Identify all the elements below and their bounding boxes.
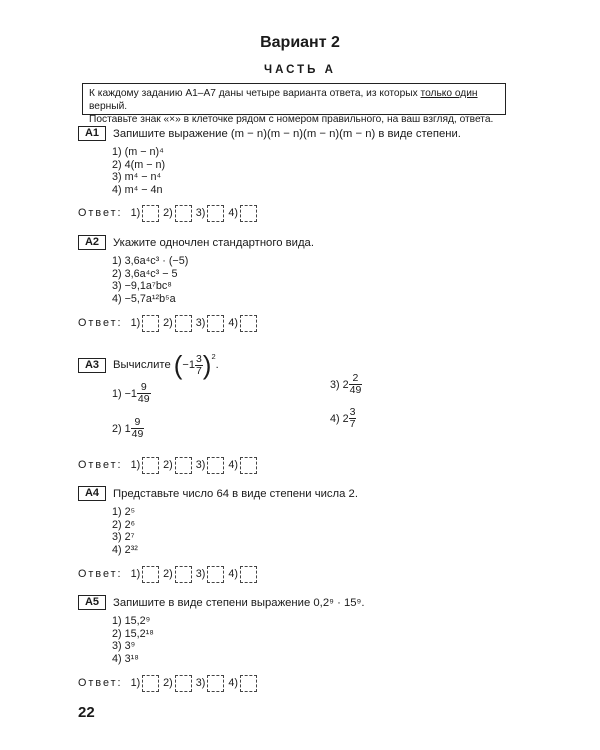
option (112, 417, 144, 440)
option: 4) 2³² (112, 543, 138, 556)
option-numerator: 2 (349, 373, 363, 385)
answer-checkbox-3[interactable] (207, 205, 224, 222)
task-a1 (78, 125, 518, 196)
answer-checkbox-1[interactable] (142, 457, 159, 474)
answer-option-label: 2) (163, 677, 173, 689)
expression: ( −1 $\frac{3}{7}$ ) $^2$ . (173, 350, 219, 380)
answer-checkbox-4[interactable] (240, 457, 257, 474)
option-denominator: 49 (137, 393, 150, 405)
option-numerator: 3 (349, 406, 356, 418)
option: 3) 3⁹ (112, 640, 136, 652)
answer-checkbox-3[interactable] (207, 675, 224, 692)
task-text: Запишите выражение (m − n)(m − n)(m − n)(m − n) в виде степени. (113, 127, 461, 140)
answer-row-a5 (78, 673, 261, 693)
option: 1) 15,2⁹ (112, 615, 151, 627)
instructions-line1-b: верный. (89, 101, 128, 112)
answer-option-label: 2) (163, 207, 173, 219)
answer-checkbox-1[interactable] (142, 315, 159, 332)
option: 1) 2⁵ (112, 506, 136, 518)
task-a2 (78, 234, 518, 305)
option-whole: 2 (342, 412, 349, 425)
answer-option-label: 3) (195, 568, 206, 580)
option: 3) m⁴ − n⁴ (112, 171, 162, 183)
option (330, 373, 362, 396)
answer-label: Ответ: (78, 459, 123, 471)
option-denominator: 49 (349, 384, 362, 396)
answer-option-label: 4) (228, 459, 238, 471)
option: 4) −5,7a¹²b⁵a (112, 292, 176, 305)
answer-checkbox-4[interactable] (240, 566, 257, 583)
option: 2) 15,2¹⁸ (112, 627, 154, 640)
task-number: А1 (78, 126, 106, 141)
answer-checkbox-4[interactable] (240, 205, 257, 222)
answer-option-label: 1) (130, 207, 141, 219)
answer-option-label: 1) (130, 568, 141, 580)
variant-title: Вариант 2 (260, 34, 340, 51)
answer-label: Ответ: (78, 207, 123, 219)
answer-option-label: 4) (228, 568, 238, 580)
expr-whole: −1 (182, 359, 195, 371)
answer-option-label: 3) (195, 207, 206, 219)
task-text: Представьте число 64 в виде степени числа 2. (113, 487, 358, 500)
option-whole: 2 (342, 378, 349, 391)
instructions-line2: Поставьте знак «×» в клеточке рядом с номером правильного, на ваш взгляд, ответа. (89, 114, 494, 125)
option: 2) 3,6a⁴c³ − 5 (112, 267, 178, 280)
task-a3 (78, 350, 518, 380)
task-number: А3 (78, 358, 106, 373)
answer-checkbox-2[interactable] (175, 675, 192, 692)
task-number: А2 (78, 235, 106, 250)
answer-checkbox-2[interactable] (175, 205, 192, 222)
task-text: Запишите в виде степени выражение 0,2⁹ · 15⁹. (113, 596, 365, 609)
answer-option-label: 2) (163, 568, 173, 580)
task-a5 (78, 594, 518, 665)
answer-option-label: 1) (130, 677, 141, 689)
option (330, 407, 356, 430)
answer-row-a1 (78, 203, 261, 223)
answer-checkbox-1[interactable] (142, 205, 159, 222)
option: 3) −9,1a⁷bc⁸ (112, 280, 172, 292)
option-label: 3) (330, 378, 340, 391)
task-number: А4 (78, 486, 106, 501)
option: 2) 4(m − n) (112, 158, 166, 171)
option: 4) m⁴ − 4n (112, 183, 163, 196)
expr-denominator: 7 (195, 364, 202, 377)
page-number: 22 (78, 704, 95, 721)
answer-label: Ответ: (78, 677, 123, 689)
answer-checkbox-2[interactable] (175, 566, 192, 583)
answer-checkbox-4[interactable] (240, 315, 257, 332)
option-label: 4) (330, 412, 340, 425)
answer-checkbox-4[interactable] (240, 675, 257, 692)
answer-checkbox-2[interactable] (175, 457, 192, 474)
answer-option-label: 2) (163, 317, 173, 329)
answer-label: Ответ: (78, 568, 123, 580)
option-denominator: 49 (131, 428, 144, 440)
option-whole: −1 (124, 387, 137, 400)
answer-option-label: 1) (130, 459, 141, 471)
option (112, 382, 151, 405)
instructions-box (82, 83, 506, 125)
answer-row-a2 (78, 313, 261, 333)
part-title: ЧАСТЬ А (264, 64, 336, 76)
option: 4) 3¹⁸ (112, 652, 139, 665)
answer-option-label: 1) (130, 317, 141, 329)
option-label: 1) (112, 387, 122, 400)
expr-numerator: 3 (195, 352, 202, 365)
option-label: 2) (112, 422, 122, 435)
option-whole: 1 (124, 422, 131, 435)
answer-checkbox-2[interactable] (175, 315, 192, 332)
task-text: Вычислите (113, 359, 171, 371)
answer-option-label: 4) (228, 317, 238, 329)
task-number: А5 (78, 595, 106, 610)
answer-checkbox-1[interactable] (142, 675, 159, 692)
option-denominator: 7 (349, 418, 356, 430)
answer-checkbox-3[interactable] (207, 566, 224, 583)
option-numerator: 9 (131, 417, 145, 429)
answer-option-label: 4) (228, 677, 238, 689)
option: 3) 2⁷ (112, 531, 135, 543)
task-text: Укажите одночлен стандартного вида. (113, 236, 314, 249)
answer-option-label: 3) (195, 677, 206, 689)
answer-option-label: 2) (163, 459, 173, 471)
answer-checkbox-3[interactable] (207, 315, 224, 332)
answer-label: Ответ: (78, 317, 123, 329)
answer-row-a3 (78, 455, 261, 475)
instructions-line1-a: К каждому заданию А1–А7 даны четыре варианта ответа, из которых (89, 88, 421, 99)
answer-option-label: 4) (228, 207, 238, 219)
task-a4 (78, 485, 518, 556)
answer-option-label: 3) (195, 459, 206, 471)
option-numerator: 9 (137, 382, 151, 394)
answer-row-a4 (78, 564, 261, 584)
option: 2) 2⁶ (112, 518, 136, 531)
option: 1) 3,6a⁴c³ · (−5) (112, 255, 189, 267)
instructions-underlined: только один (420, 88, 478, 99)
answer-checkbox-1[interactable] (142, 566, 159, 583)
answer-checkbox-3[interactable] (207, 457, 224, 474)
answer-option-label: 3) (195, 317, 206, 329)
option: 1) (m − n)⁴ (112, 146, 164, 158)
